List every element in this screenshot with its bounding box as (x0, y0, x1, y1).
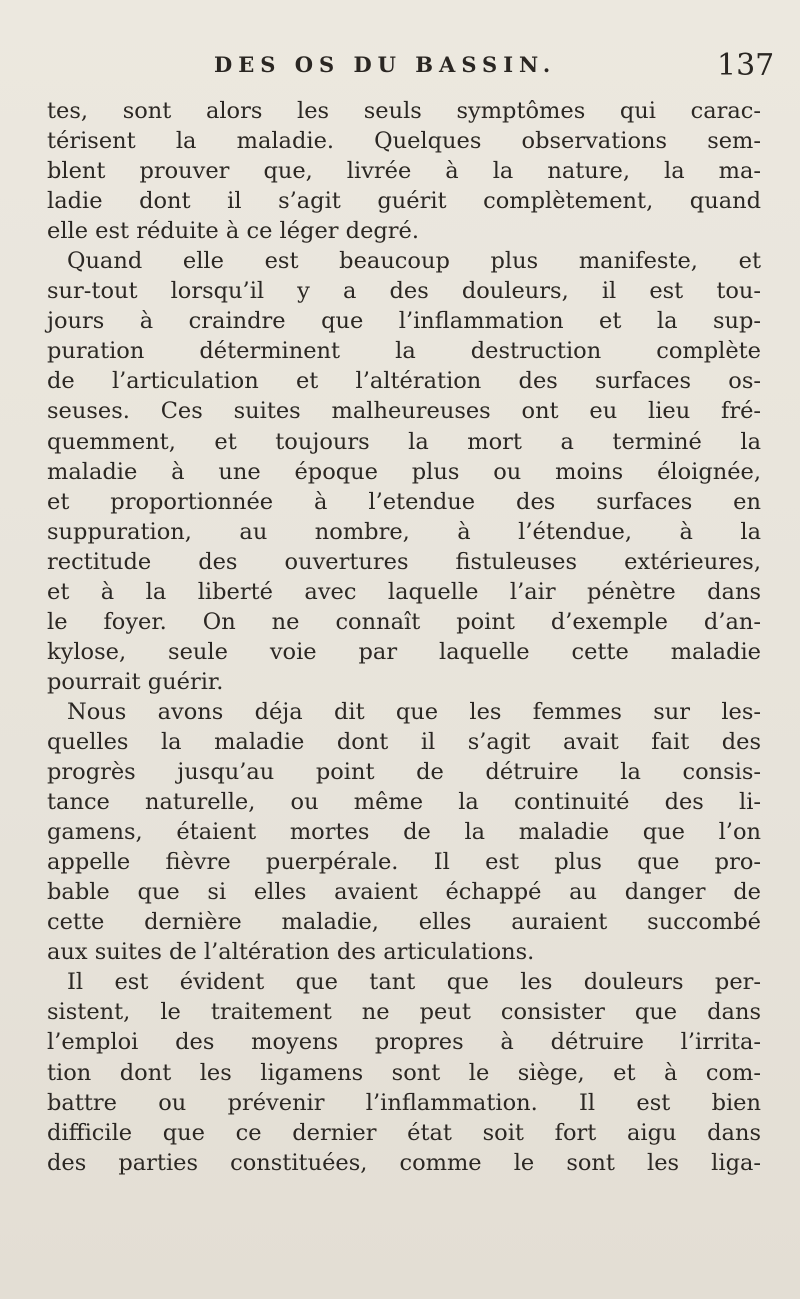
text-line: seuses. Ces suites malheureuses ont eu lieu fré- (47, 398, 761, 425)
text-line: le foyer. On ne connaît point d’exemple d’an- (47, 608, 761, 635)
text-line: tes, sont alors les seuls symptômes qui carac- (47, 98, 761, 124)
body-text (47, 96, 761, 1178)
text-line: quelles la maladie dont il s’agit avait fait des (47, 728, 761, 755)
text-line: difficile que ce dernier état soit fort aigu dans (47, 1119, 761, 1146)
text-line: elle est réduite à ce léger degré. (47, 218, 420, 245)
text-line: puration déterminent la destruction complète (47, 338, 761, 365)
text-line: appelle fièvre puerpérale. Il est plus que pro- (47, 849, 761, 876)
text-line: l’emploi des moyens propres à détruire l’irrita- (47, 1029, 761, 1056)
running-title: DES OS DU BASSIN. (214, 52, 557, 77)
text-line: blent prouver que, livrée à la nature, la ma- (47, 158, 761, 185)
text-line: battre ou prévenir l’inflammation. Il est bien (47, 1089, 761, 1116)
text-line: jours à craindre que l’inflammation et la sup- (47, 308, 761, 335)
text-line: cette dernière maladie, elles auraient succombé (47, 909, 761, 936)
text-line: sur-tout lorsqu’il y a des douleurs, il est tou- (47, 278, 761, 305)
running-head (0, 48, 800, 92)
text-line: progrès jusqu’au point de détruire la consis- (47, 759, 761, 786)
page-number: 137 (717, 48, 775, 83)
text-line: sistent, le traitement ne peut consister que dans (47, 999, 761, 1026)
text-line: suppuration, au nombre, à l’étendue, à la (47, 518, 761, 545)
text-line: de l’articulation et l’altération des surfaces os- (47, 368, 761, 395)
text-line: Nous avons déja dit que les femmes sur les- (67, 698, 761, 725)
text-line: et à la liberté avec laquelle l’air pénètre dans (47, 578, 761, 605)
text-line: Il est évident que tant que les douleurs per- (67, 969, 761, 996)
text-line: tance naturelle, ou même la continuité des li- (47, 789, 761, 816)
text-line: gamens, étaient mortes de la maladie que l’on (47, 819, 761, 846)
text-line: pourrait guérir. (47, 668, 224, 695)
text-line: et proportionnée à l’etendue des surfaces en (47, 488, 761, 515)
text-line: quemment, et toujours la mort a terminé la (47, 428, 761, 455)
text-line: ladie dont il s’agit guérit complètement, quand (47, 188, 761, 215)
text-line: aux suites de l’altération des articulations. (47, 939, 535, 966)
text-line: térisent la maladie. Quelques observations sem- (47, 128, 761, 155)
text-line: Quand elle est beaucoup plus manifeste, et (67, 248, 761, 275)
text-line: tion dont les ligamens sont le siège, et à com- (47, 1059, 761, 1086)
text-line: rectitude des ouvertures fistuleuses extérieures, (47, 548, 761, 575)
text-line: des parties constituées, comme le sont les liga- (47, 1149, 761, 1176)
text-line: kylose, seule voie par laquelle cette maladie (47, 638, 761, 665)
text-line: maladie à une époque plus ou moins éloignée, (47, 458, 761, 485)
text-line: bable que si elles avaient échappé au danger de (47, 879, 761, 906)
